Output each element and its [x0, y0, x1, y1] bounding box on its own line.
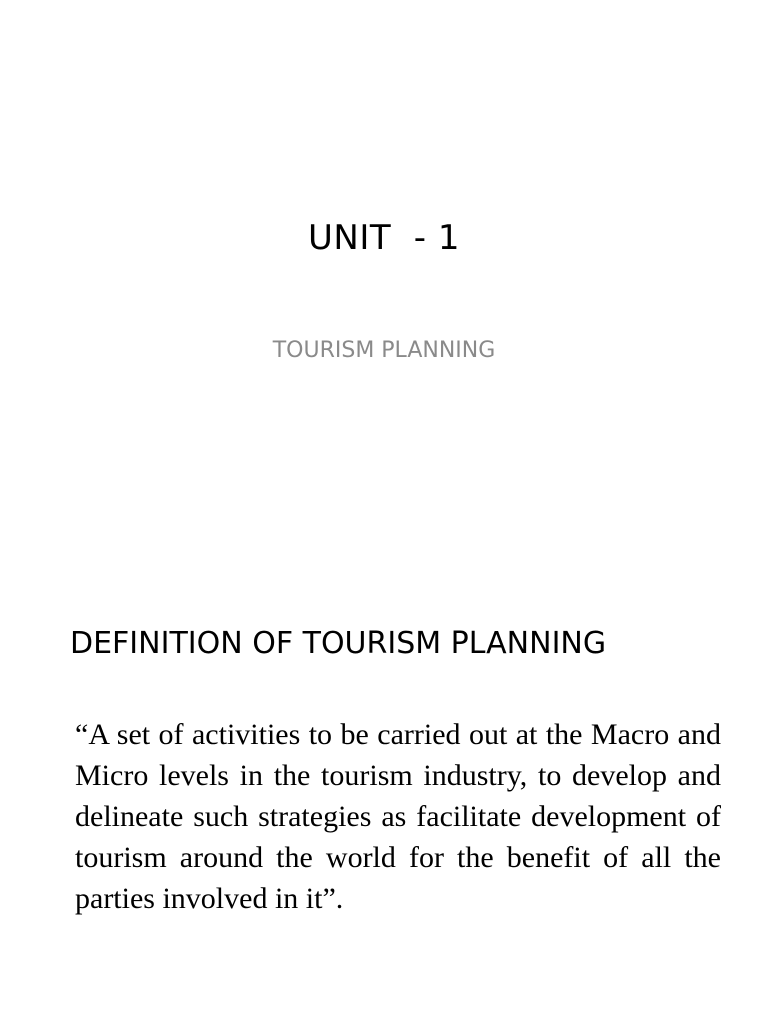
definition-heading: DEFINITION OF TOURISM PLANNING: [70, 626, 607, 661]
unit-subtitle: TOURISM PLANNING: [272, 338, 496, 363]
definition-text: “A set of activities to be carried out at the Macro and Micro levels in the tourism industry, to develop and delineate such strategies as facilitate development of tourism around the world for the benefit of all the parties involved in it”.: [75, 718, 721, 915]
definition-slide: [0, 560, 768, 1024]
unit-title: UNIT - 1: [308, 218, 460, 258]
